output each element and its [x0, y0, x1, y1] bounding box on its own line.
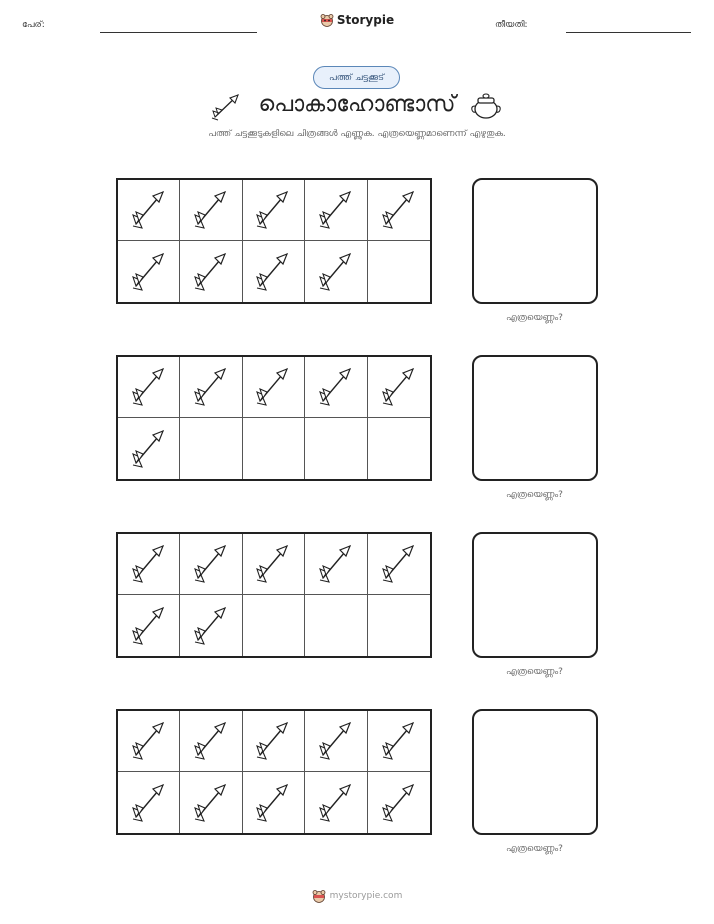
arrow-icon: [127, 423, 171, 475]
ten-frame-cell-empty: [305, 418, 367, 479]
arrow-icon: [251, 361, 295, 413]
arrow-icon: [377, 715, 421, 767]
arrow-icon: [127, 600, 171, 652]
arrow-icon: [189, 361, 233, 413]
ten-frame-cell-filled: [243, 357, 305, 418]
arrow-icon: [314, 777, 358, 829]
brand-header: [0, 12, 714, 28]
arrow-icon: [127, 184, 171, 236]
footer: [0, 888, 714, 904]
ten-frame-cell-filled: [368, 180, 430, 241]
ten-frame-cell-filled: [180, 711, 242, 772]
ten-frame-cell-filled: [368, 357, 430, 418]
arrow-icon: [189, 246, 233, 298]
arrow-icon: [377, 777, 421, 829]
ten-frame-cell-filled: [118, 180, 180, 241]
arrow-icon: [251, 184, 295, 236]
ten-frame-cell-filled: [305, 711, 367, 772]
name-label: പേര്:: [22, 20, 45, 30]
ten-frame: [116, 355, 432, 481]
question-label: എത്രയെണ്ണം?: [506, 313, 563, 323]
ten-frame-cell-filled: [118, 418, 180, 479]
arrow-icon: [314, 246, 358, 298]
question-label: എത്രയെണ്ണം?: [506, 844, 563, 854]
date-label: തീയതി:: [495, 20, 528, 30]
arrow-icon: [189, 777, 233, 829]
ten-frame-cell-filled: [180, 357, 242, 418]
ten-frame-cell-filled: [305, 534, 367, 595]
ten-frame-cell-filled: [180, 180, 242, 241]
question-label: എത്രയെണ്ണം?: [506, 667, 563, 677]
ten-frame-cell-empty: [305, 595, 367, 656]
ten-frame-cell-filled: [305, 357, 367, 418]
ten-frame-cell-filled: [180, 241, 242, 302]
arrow-icon: [127, 715, 171, 767]
arrow-icon: [314, 538, 358, 590]
footer-url[interactable]: mystorypie.com: [329, 891, 403, 901]
worksheet-type-badge: പത്ത് ചട്ടക്കൂട്: [313, 66, 400, 89]
arrow-icon: [377, 184, 421, 236]
arrow-icon: [189, 538, 233, 590]
ten-frame-cell-filled: [180, 534, 242, 595]
ten-frame-cell-empty: [243, 595, 305, 656]
arrow-icon: [314, 361, 358, 413]
ten-frame-cell-filled: [118, 357, 180, 418]
arrow-icon: [189, 715, 233, 767]
ten-frame-cell-filled: [243, 772, 305, 833]
arrow-icon: [251, 715, 295, 767]
pot-icon: [470, 92, 502, 120]
arrow-icon: [314, 184, 358, 236]
ten-frame-cell-empty: [368, 418, 430, 479]
arrow-icon: [314, 715, 358, 767]
brand-name: Storypie: [336, 13, 395, 27]
page-title: പൊകാഹോണ്ടാസ്: [258, 92, 456, 117]
ten-frame-cell-filled: [180, 772, 242, 833]
arrow-icon: [189, 600, 233, 652]
ten-frame-cell-filled: [118, 711, 180, 772]
arrow-icon: [251, 538, 295, 590]
arrow-icon: [377, 538, 421, 590]
ten-frame-cell-filled: [180, 595, 242, 656]
ten-frame-cell-filled: [243, 180, 305, 241]
ten-frame-cell-empty: [368, 595, 430, 656]
ten-frame-cell-filled: [305, 241, 367, 302]
arrow-icon: [127, 246, 171, 298]
date-line[interactable]: [566, 32, 691, 33]
storypie-mascot-icon: [320, 12, 334, 28]
ten-frame-cell-filled: [118, 595, 180, 656]
ten-frame-cell-empty: [243, 418, 305, 479]
answer-box[interactable]: [472, 709, 598, 835]
ten-frame-cell-filled: [243, 534, 305, 595]
ten-frame-cell-filled: [243, 241, 305, 302]
ten-frame-cell-filled: [305, 772, 367, 833]
arrow-icon: [189, 184, 233, 236]
ten-frame-cell-empty: [180, 418, 242, 479]
answer-box[interactable]: [472, 355, 598, 481]
arrow-icon: [377, 361, 421, 413]
ten-frame-cell-filled: [368, 772, 430, 833]
ten-frame-cell-filled: [305, 180, 367, 241]
ten-frame-cell-filled: [118, 772, 180, 833]
question-label: എത്രയെണ്ണം?: [506, 490, 563, 500]
ten-frame-cell-filled: [243, 711, 305, 772]
ten-frame: [116, 532, 432, 658]
answer-box[interactable]: [472, 178, 598, 304]
answer-box[interactable]: [472, 532, 598, 658]
arrow-icon: [127, 538, 171, 590]
arrow-icon: [251, 246, 295, 298]
instructions: പത്ത് ചട്ടക്കൂടുകളിലെ ചിത്രങ്ങൾ എണ്ണുക. എത്രയെണ്ണമാണെന്ന് എഴുതുക.: [208, 129, 506, 139]
name-line[interactable]: [100, 32, 257, 33]
ten-frame-cell-filled: [118, 534, 180, 595]
ten-frame-cell-filled: [368, 711, 430, 772]
ten-frame-cell-empty: [368, 241, 430, 302]
arrow-icon: [251, 777, 295, 829]
ten-frame: [116, 178, 432, 304]
arrow-icon: [127, 777, 171, 829]
ten-frame-cell-filled: [118, 241, 180, 302]
storypie-mascot-icon: [312, 888, 326, 904]
ten-frame: [116, 709, 432, 835]
ten-frame-cell-filled: [368, 534, 430, 595]
arrow-icon: [127, 361, 171, 413]
